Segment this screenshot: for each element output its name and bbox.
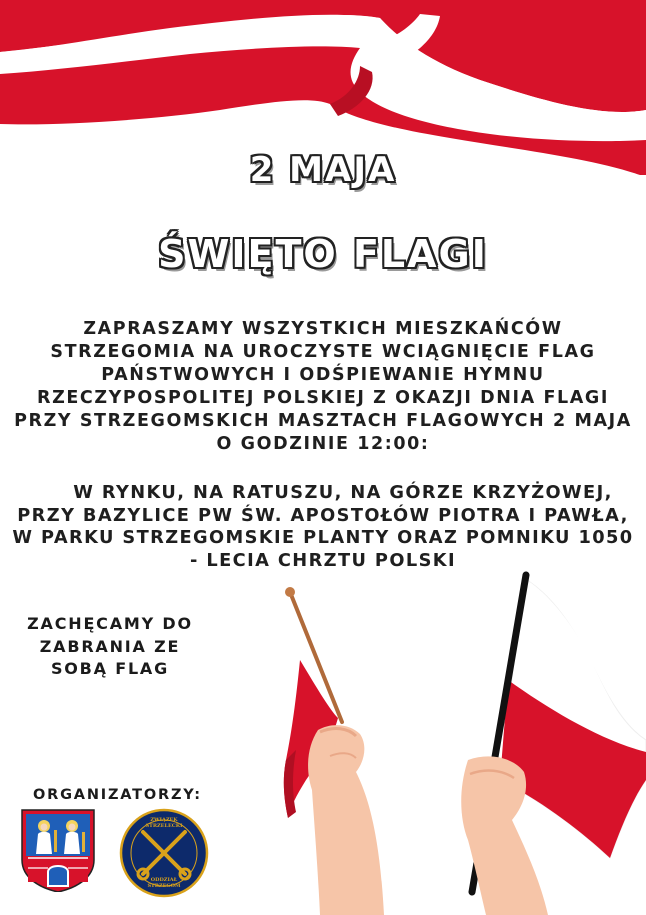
location-line: W PARKU STRZEGOMSKIE PLANTY ORAZ POMNIKU 1050 [12,527,634,548]
strzelecki-badge-logo [119,808,209,898]
invitation-line: RZECZYPOSPOLITEJ POLSKIEJ Z OKAZJI DNIA FLAGI [37,388,609,408]
coat-of-arms-logo [20,808,96,892]
invitation-line: O GODZINIE 12:00: [216,434,430,454]
organizers-label: ORGANIZATORZY: [33,787,202,803]
page-title: 2 MAJA [249,150,397,190]
location-line: - LECIA CHRZTU POLSKI [189,549,457,571]
invitation-line: PRZY STRZEGOMSKICH MASZTACH FLAGOWYCH 2 MAJA [14,411,632,431]
ribbon-decoration [0,0,646,175]
badge-bottom-text: ODDZIAŁ STRZEGOM [147,877,181,889]
location-line: PRZY BAZYLICE PW ŚW. APOSTOŁÓW PIOTRA I PAWŁA, [17,504,629,526]
location-line: W RYNKU, NA RATUSZU, NA GÓRZE KRZYŻOWEJ, [73,482,613,503]
encourage-line: ZABRANIA ZE [39,636,181,656]
encourage-text [20,613,200,681]
locations-text [0,482,646,572]
badge-top-text: ZWIĄZEK STRZELECKI [145,817,183,829]
invitation-text [0,318,646,456]
encourage-line: ZACHĘCAMY DO [27,614,193,633]
invitation-line: STRZEGOMIA NA UROCZYSTE WCIĄGNIĘCIE FLAG [50,342,596,362]
invitation-line: PAŃSTWOWYCH I ODŚPIEWANIE HYMNU [101,365,545,385]
invitation-line: ZAPRASZAMY WSZYSTKICH MIESZKAŃCÓW [83,319,563,339]
encourage-line: SOBĄ FLAG [50,659,170,678]
page-subtitle: ŚWIĘTO FLAGI [158,232,488,276]
